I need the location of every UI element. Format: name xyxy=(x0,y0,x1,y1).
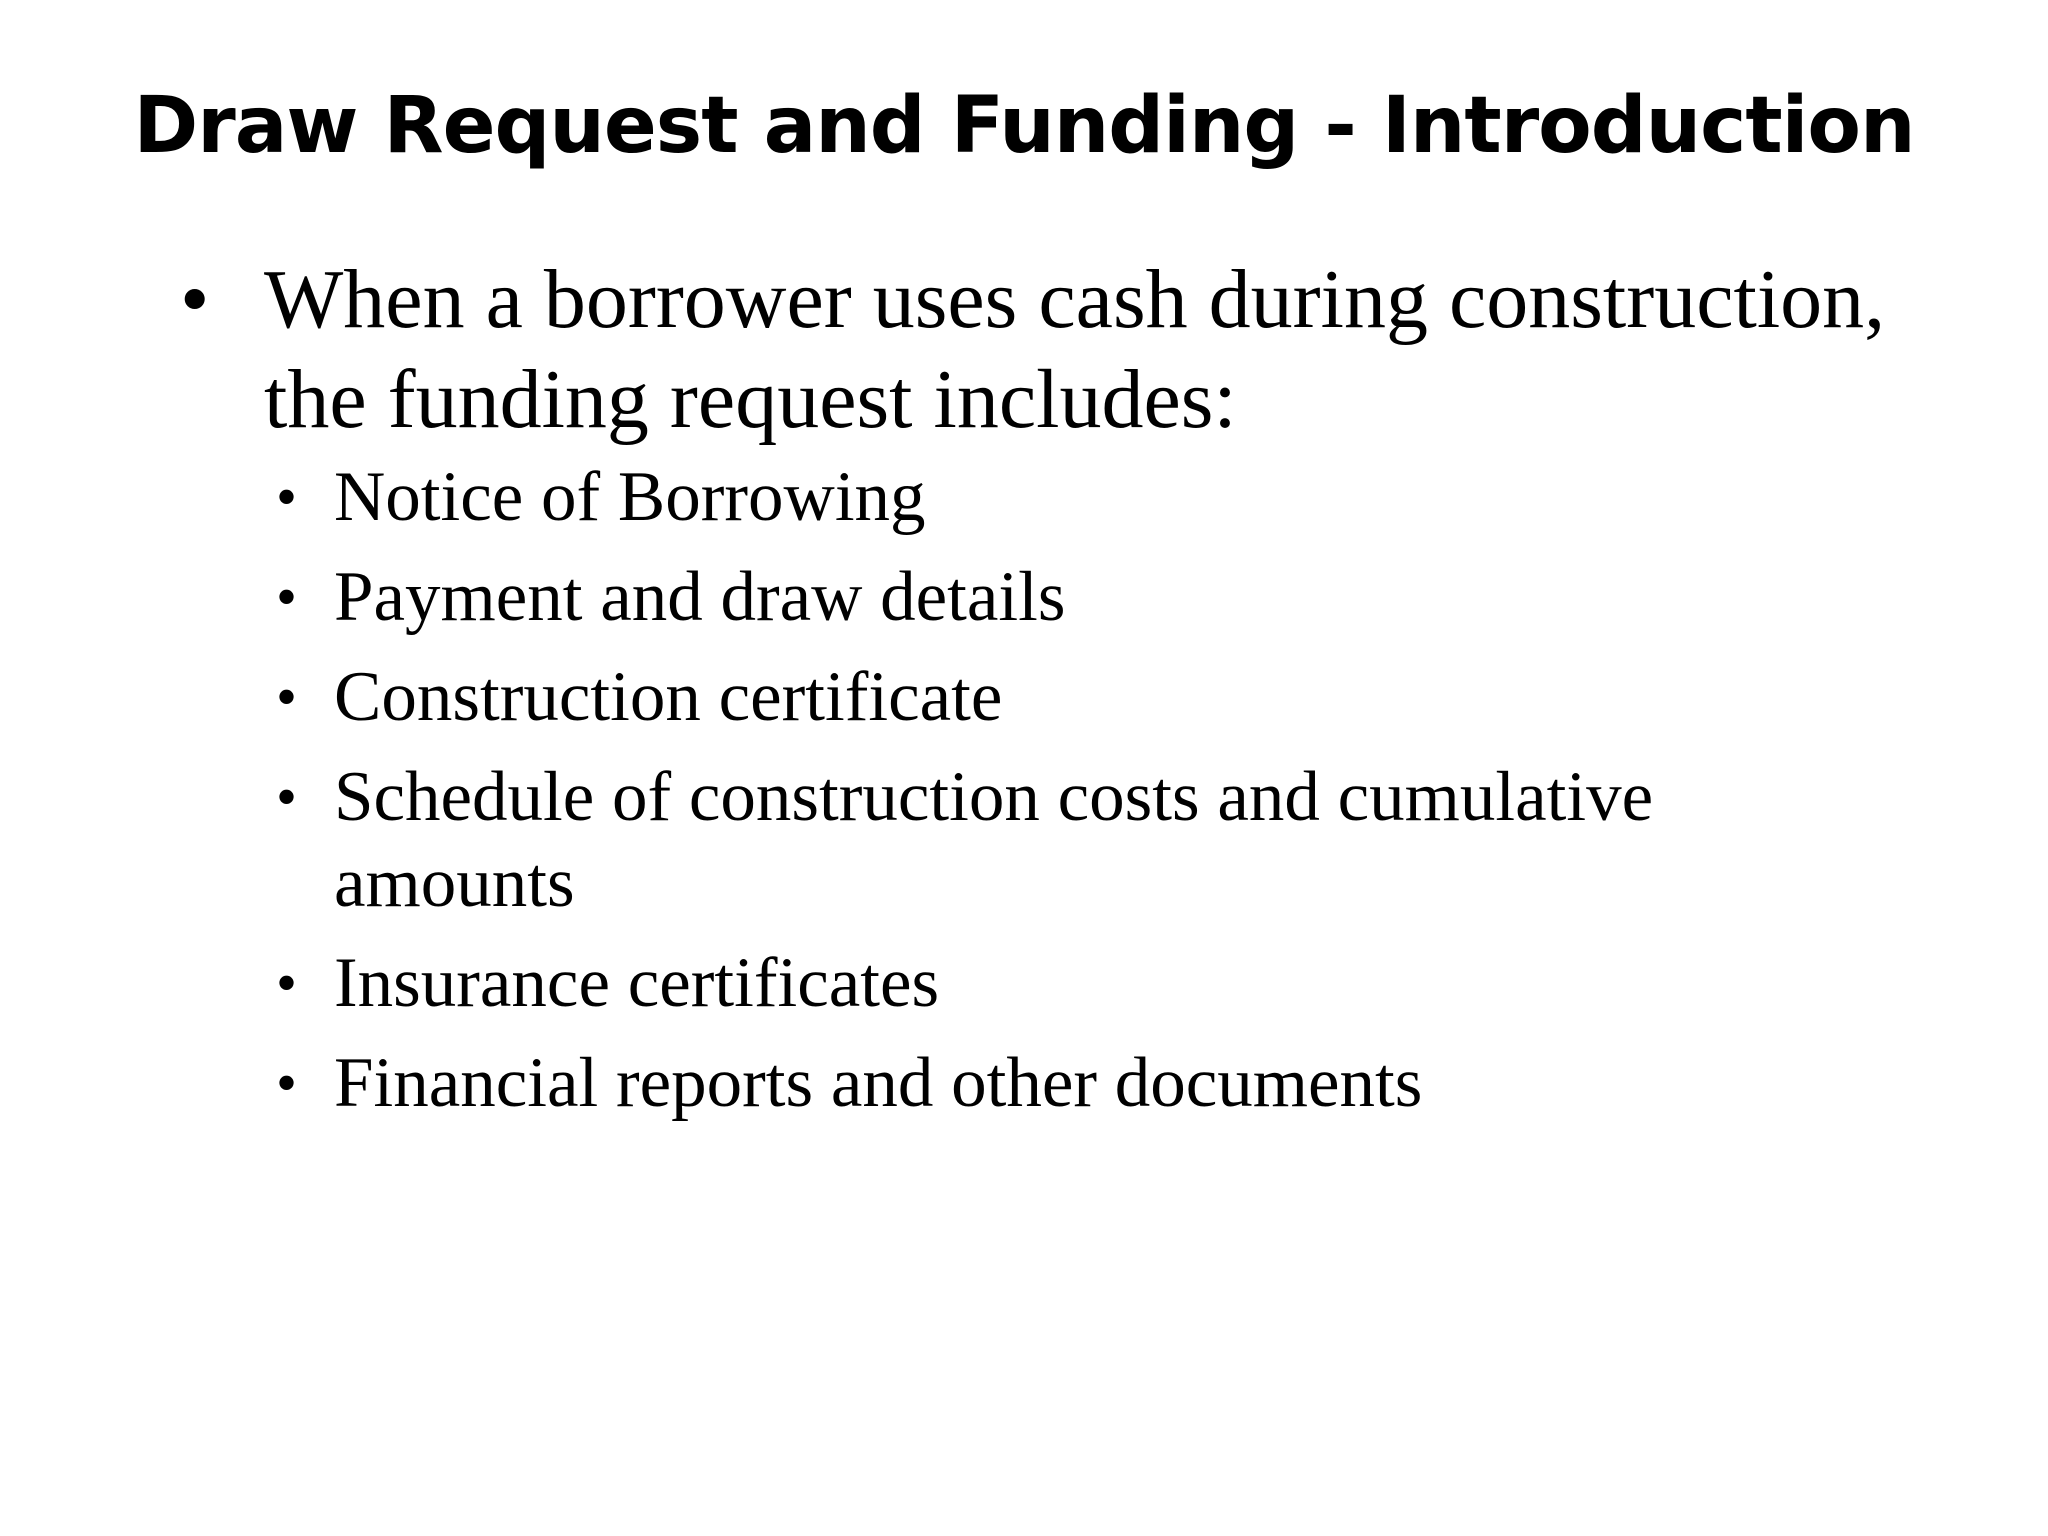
slide-body xyxy=(180,250,1900,1140)
sub-bullet-text: Notice of Borrowing xyxy=(334,458,926,536)
sub-bullet-item xyxy=(270,940,1900,1026)
bullet-icon: • xyxy=(276,764,298,830)
bullet-icon: • xyxy=(276,950,298,1016)
sub-bullet-item xyxy=(270,1040,1900,1126)
bullet-icon: • xyxy=(276,464,298,530)
bullet-icon: • xyxy=(276,664,298,730)
sub-bullet-item xyxy=(270,654,1900,740)
bullet-icon: • xyxy=(276,564,298,630)
sub-bullet-item xyxy=(270,554,1900,640)
slide-title: Draw Request and Funding - Introduction xyxy=(133,81,1915,171)
sub-bullet-list xyxy=(180,454,1900,1126)
bullet-icon: • xyxy=(180,253,210,346)
sub-bullet-text: Payment and draw details xyxy=(334,558,1066,636)
sub-bullet-text: Financial reports and other documents xyxy=(334,1044,1423,1122)
main-bullet-item xyxy=(180,250,1900,450)
bullet-icon: • xyxy=(276,1050,298,1116)
main-bullet-text: When a borrower uses cash during construction, the funding request includes: xyxy=(264,253,1886,446)
sub-bullet-text: Insurance certificates xyxy=(334,944,940,1022)
sub-bullet-text: Construction certificate xyxy=(334,658,1003,736)
sub-bullet-item xyxy=(270,754,1900,926)
sub-bullet-item xyxy=(270,454,1900,540)
sub-bullet-text: Schedule of construction costs and cumulative amounts xyxy=(334,758,1654,922)
